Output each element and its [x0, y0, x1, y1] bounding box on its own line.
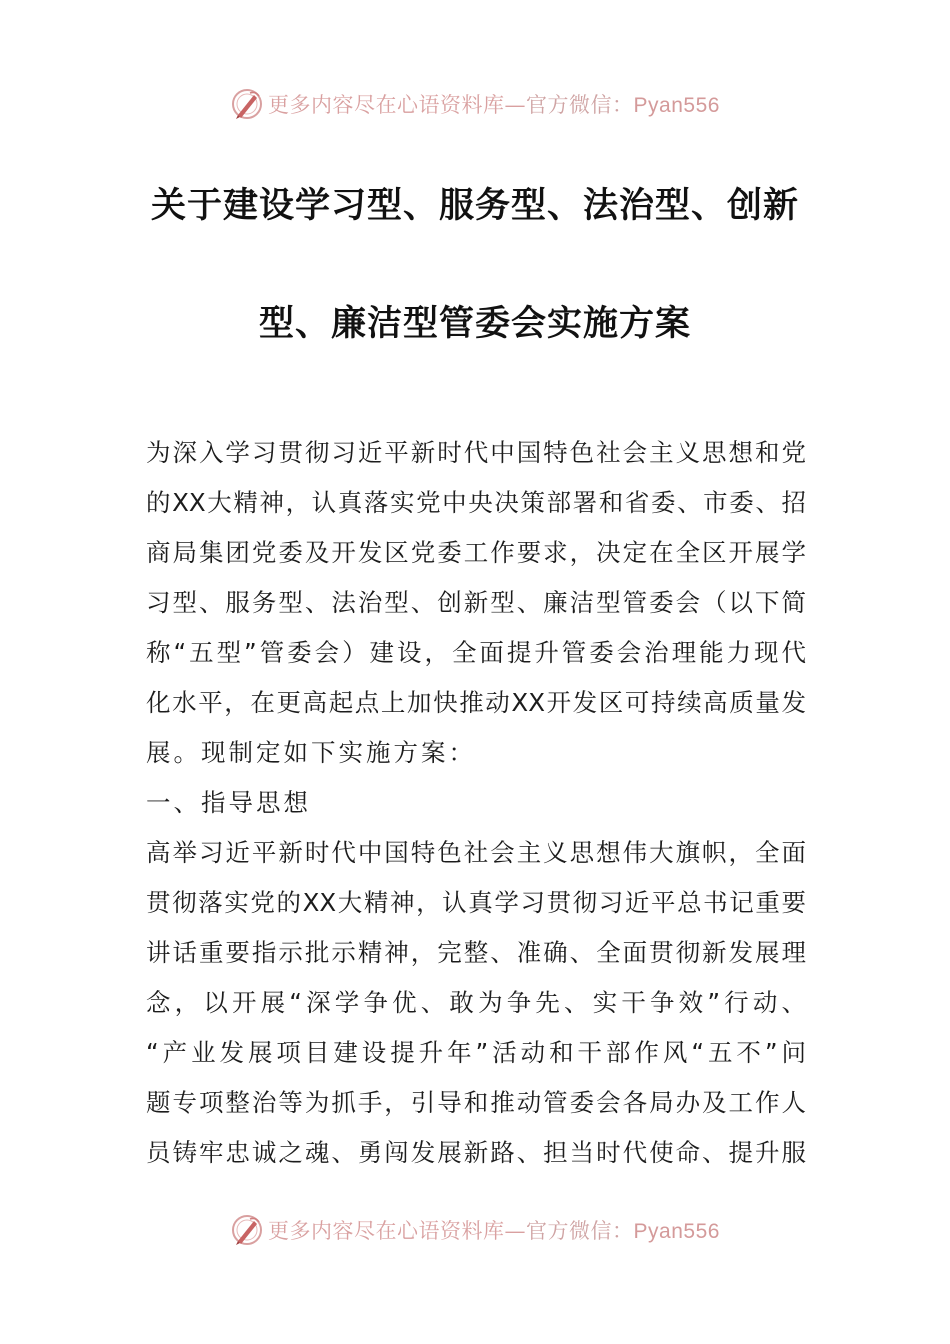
document-title-line-1: 关于建设学习型、服务型、法治型、创新 [150, 186, 799, 226]
body-line: 称“五型”管委会）建设，全面提升管委会治理能力现代 [146, 638, 806, 667]
body-line: 习型、服务型、法治型、创新型、廉洁型管委会（以下简 [146, 588, 806, 617]
body-line: 为深入学习贯彻习近平新时代中国特色社会主义思想和党 [146, 438, 806, 467]
watermark-text [268, 1215, 720, 1245]
body-line: 高举习近平新时代中国特色社会主义思想伟大旗帜，全面 [146, 838, 806, 867]
body-line: 员铸牢忠诚之魂、勇闯发展新路、担当时代使命、提升服 [146, 1138, 806, 1167]
section-heading: 一、指导思想 [146, 788, 311, 817]
watermark-dash: — [504, 93, 527, 117]
body-line: 展。现制定如下实施方案： [146, 738, 476, 767]
watermark-brand: 更多内容尽在心语资料库 [268, 93, 505, 117]
watermark-text [268, 89, 720, 119]
pen-logo-icon [230, 87, 264, 121]
body-line: 贯彻落实党的XX大精神，认真学习贯彻习近平总书记重要 [146, 888, 806, 917]
body-line: 讲话重要指示批示精神，完整、准确、全面贯彻新发展理 [146, 938, 806, 967]
body-line: 商局集团党委及开发区党委工作要求，决定在全区开展学 [146, 538, 806, 567]
watermark-dash: — [504, 1219, 527, 1243]
body-line: “产业发展项目建设提升年”活动和干部作风“五不”问 [146, 1038, 806, 1067]
document-body [146, 428, 806, 1178]
watermark-brand: 更多内容尽在心语资料库 [268, 1219, 505, 1243]
body-line: 的XX大精神，认真落实党中央决策部署和省委、市委、招 [146, 488, 806, 517]
watermark-label: 官方微信： [526, 1219, 634, 1243]
body-line: 念，以开展“深学争优、敢为争先、实干争效”行动、 [146, 988, 806, 1017]
watermark-footer [0, 1210, 950, 1250]
body-line: 题专项整治等为抓手，引导和推动管委会各局办及工作人 [146, 1088, 806, 1117]
watermark-header [0, 84, 950, 124]
body-line: 化水平，在更高起点上加快推动XX开发区可持续高质量发 [146, 688, 806, 717]
watermark-wechat-id: Pyan556 [633, 1220, 720, 1243]
watermark-wechat-id: Pyan556 [633, 94, 720, 117]
watermark-label: 官方微信： [526, 93, 634, 117]
document-title-line-2: 型、廉洁型管委会实施方案 [258, 304, 691, 344]
pen-logo-icon [230, 1213, 264, 1247]
